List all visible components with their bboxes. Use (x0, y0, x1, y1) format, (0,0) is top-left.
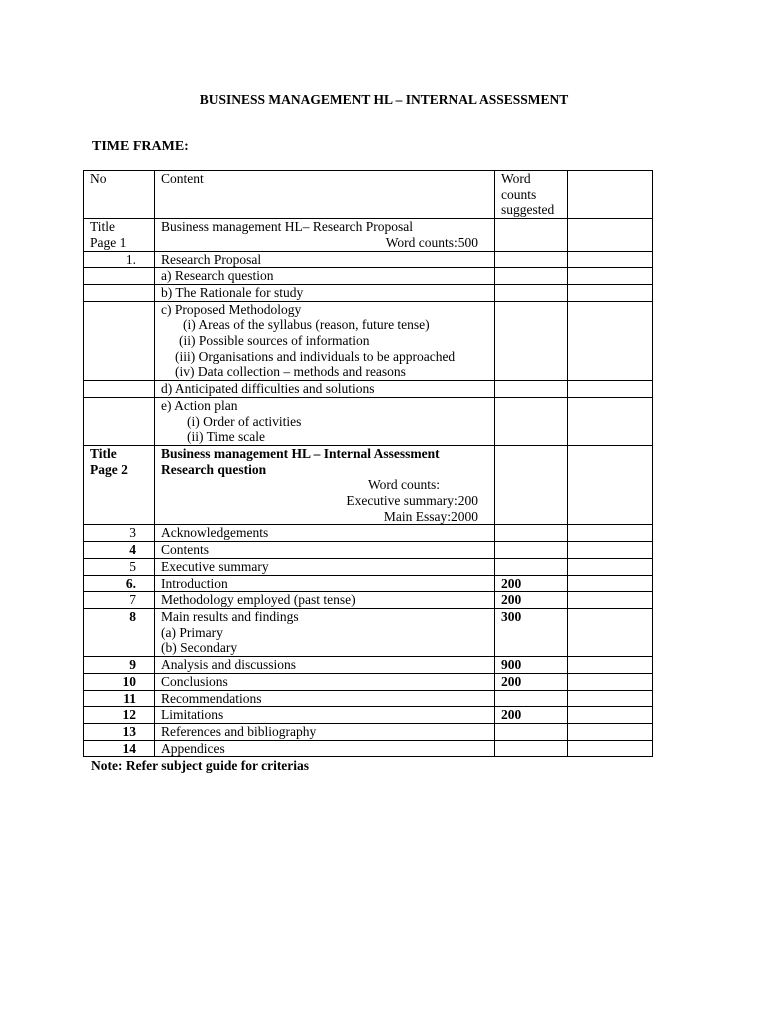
table-row (84, 608, 653, 656)
proposal-item-c-iv: (iv) Data collection – methods and reasons (175, 364, 406, 380)
row-no: 12 (84, 707, 155, 724)
row-content-sub-secondary: (b) Secondary (161, 640, 238, 656)
proposal-item-c-i: (i) Areas of the syllabus (reason, future tense) (183, 317, 430, 333)
header-no: No (84, 171, 155, 219)
document-title: BUSINESS MANAGEMENT HL – INTERNAL ASSESSMENT (199, 92, 569, 107)
proposal-item-e-ii: (ii) Time scale (187, 429, 265, 445)
table-row (84, 397, 653, 445)
proposal-item-c-iii: (iii) Organisations and individuals to be approached (175, 348, 456, 364)
table-row (84, 284, 653, 301)
table-row (84, 592, 653, 609)
table-row-title-page-2 (84, 445, 653, 525)
title-page-2-line2: Page 2 (90, 461, 128, 477)
row-words (495, 723, 568, 740)
title-page-1-word-count: Word counts:500 (385, 234, 478, 250)
row-words (495, 740, 568, 757)
title-page-2-words-label: Word counts: (367, 477, 440, 493)
proposal-item-e-heading: e) Action plan (161, 397, 238, 413)
proposal-heading: Research Proposal (155, 251, 495, 268)
table-row (84, 575, 653, 592)
title-page-2-line1: Title (90, 445, 117, 461)
row-no: 14 (84, 740, 155, 757)
row-words: 200 (495, 575, 568, 592)
time-frame-label: TIME FRAME: (92, 139, 189, 154)
row-content: Limitations (155, 707, 495, 724)
row-content-heading: Main results and findings (161, 608, 299, 624)
row-words (495, 690, 568, 707)
title-page-1-line1: Title (90, 219, 116, 235)
proposal-item-c-heading: c) Proposed Methodology (161, 301, 302, 317)
row-content: Analysis and discussions (155, 657, 495, 674)
row-no: 6. (84, 575, 155, 592)
table-row (84, 301, 653, 381)
table-row (84, 525, 653, 542)
title-page-2-exec-words: Executive summary:200 (346, 493, 478, 509)
row-no: 4 (84, 542, 155, 559)
row-no: 7 (84, 592, 155, 609)
row-content: Conclusions (155, 673, 495, 690)
row-no: 11 (84, 690, 155, 707)
title-page-2-content (155, 445, 495, 525)
row-content: Introduction (155, 575, 495, 592)
row-content: Methodology employed (past tense) (155, 592, 495, 609)
title-page-2-essay-words: Main Essay:2000 (383, 508, 478, 524)
table-row (84, 381, 653, 398)
proposal-item-e (155, 397, 495, 445)
title-page-2-heading: Business management HL – Internal Assessment (161, 445, 440, 461)
proposal-item-c (155, 301, 495, 381)
proposal-item-e-i: (i) Order of activities (187, 413, 302, 429)
proposal-no: 1. (84, 251, 155, 268)
title-page-2-no (84, 445, 155, 525)
table-row (84, 707, 653, 724)
row-words: 200 (495, 707, 568, 724)
title-page-1-line2: Page 1 (90, 234, 127, 250)
proposal-item-a: a) Research question (155, 268, 495, 285)
row-no: 10 (84, 673, 155, 690)
row-content-sub-primary: (a) Primary (161, 624, 223, 640)
table-row (84, 558, 653, 575)
proposal-item-c-ii: (ii) Possible sources of information (179, 333, 370, 349)
title-page-2-subheading: Research question (161, 461, 267, 477)
table-row (84, 673, 653, 690)
header-extra (568, 171, 653, 219)
row-words: 300 (495, 608, 568, 656)
row-words: 200 (495, 592, 568, 609)
row-content: Appendices (155, 740, 495, 757)
table-row (84, 542, 653, 559)
table-row (84, 740, 653, 757)
row-no: 3 (84, 525, 155, 542)
row-no: 13 (84, 723, 155, 740)
row-words (495, 542, 568, 559)
row-content: Contents (155, 542, 495, 559)
table-row (84, 690, 653, 707)
table-row (84, 657, 653, 674)
row-content: Acknowledgements (155, 525, 495, 542)
title-page-1-heading: Business management HL– Research Proposal (161, 219, 413, 235)
table-header-row (84, 171, 653, 219)
table-row (84, 268, 653, 285)
title-page-1-no (84, 219, 155, 251)
criteria-note: Note: Refer subject guide for criterias (91, 758, 310, 773)
table-row-title-page-1 (84, 219, 653, 251)
proposal-item-b: b) The Rationale for study (155, 284, 495, 301)
row-content: Executive summary (155, 558, 495, 575)
row-words: 900 (495, 657, 568, 674)
row-no: 8 (84, 608, 155, 656)
header-word-counts: Word counts suggested (495, 171, 568, 219)
row-no: 5 (84, 558, 155, 575)
row-content (155, 608, 495, 656)
header-content: Content (155, 171, 495, 219)
row-words (495, 525, 568, 542)
proposal-item-d: d) Anticipated difficulties and solutions (155, 381, 495, 398)
table-row (84, 723, 653, 740)
row-content: References and bibliography (155, 723, 495, 740)
time-frame-table (83, 170, 653, 757)
table-row-proposal (84, 251, 653, 268)
row-words: 200 (495, 673, 568, 690)
row-content: Recommendations (155, 690, 495, 707)
row-words (495, 558, 568, 575)
row-no: 9 (84, 657, 155, 674)
title-page-1-content (155, 219, 495, 251)
